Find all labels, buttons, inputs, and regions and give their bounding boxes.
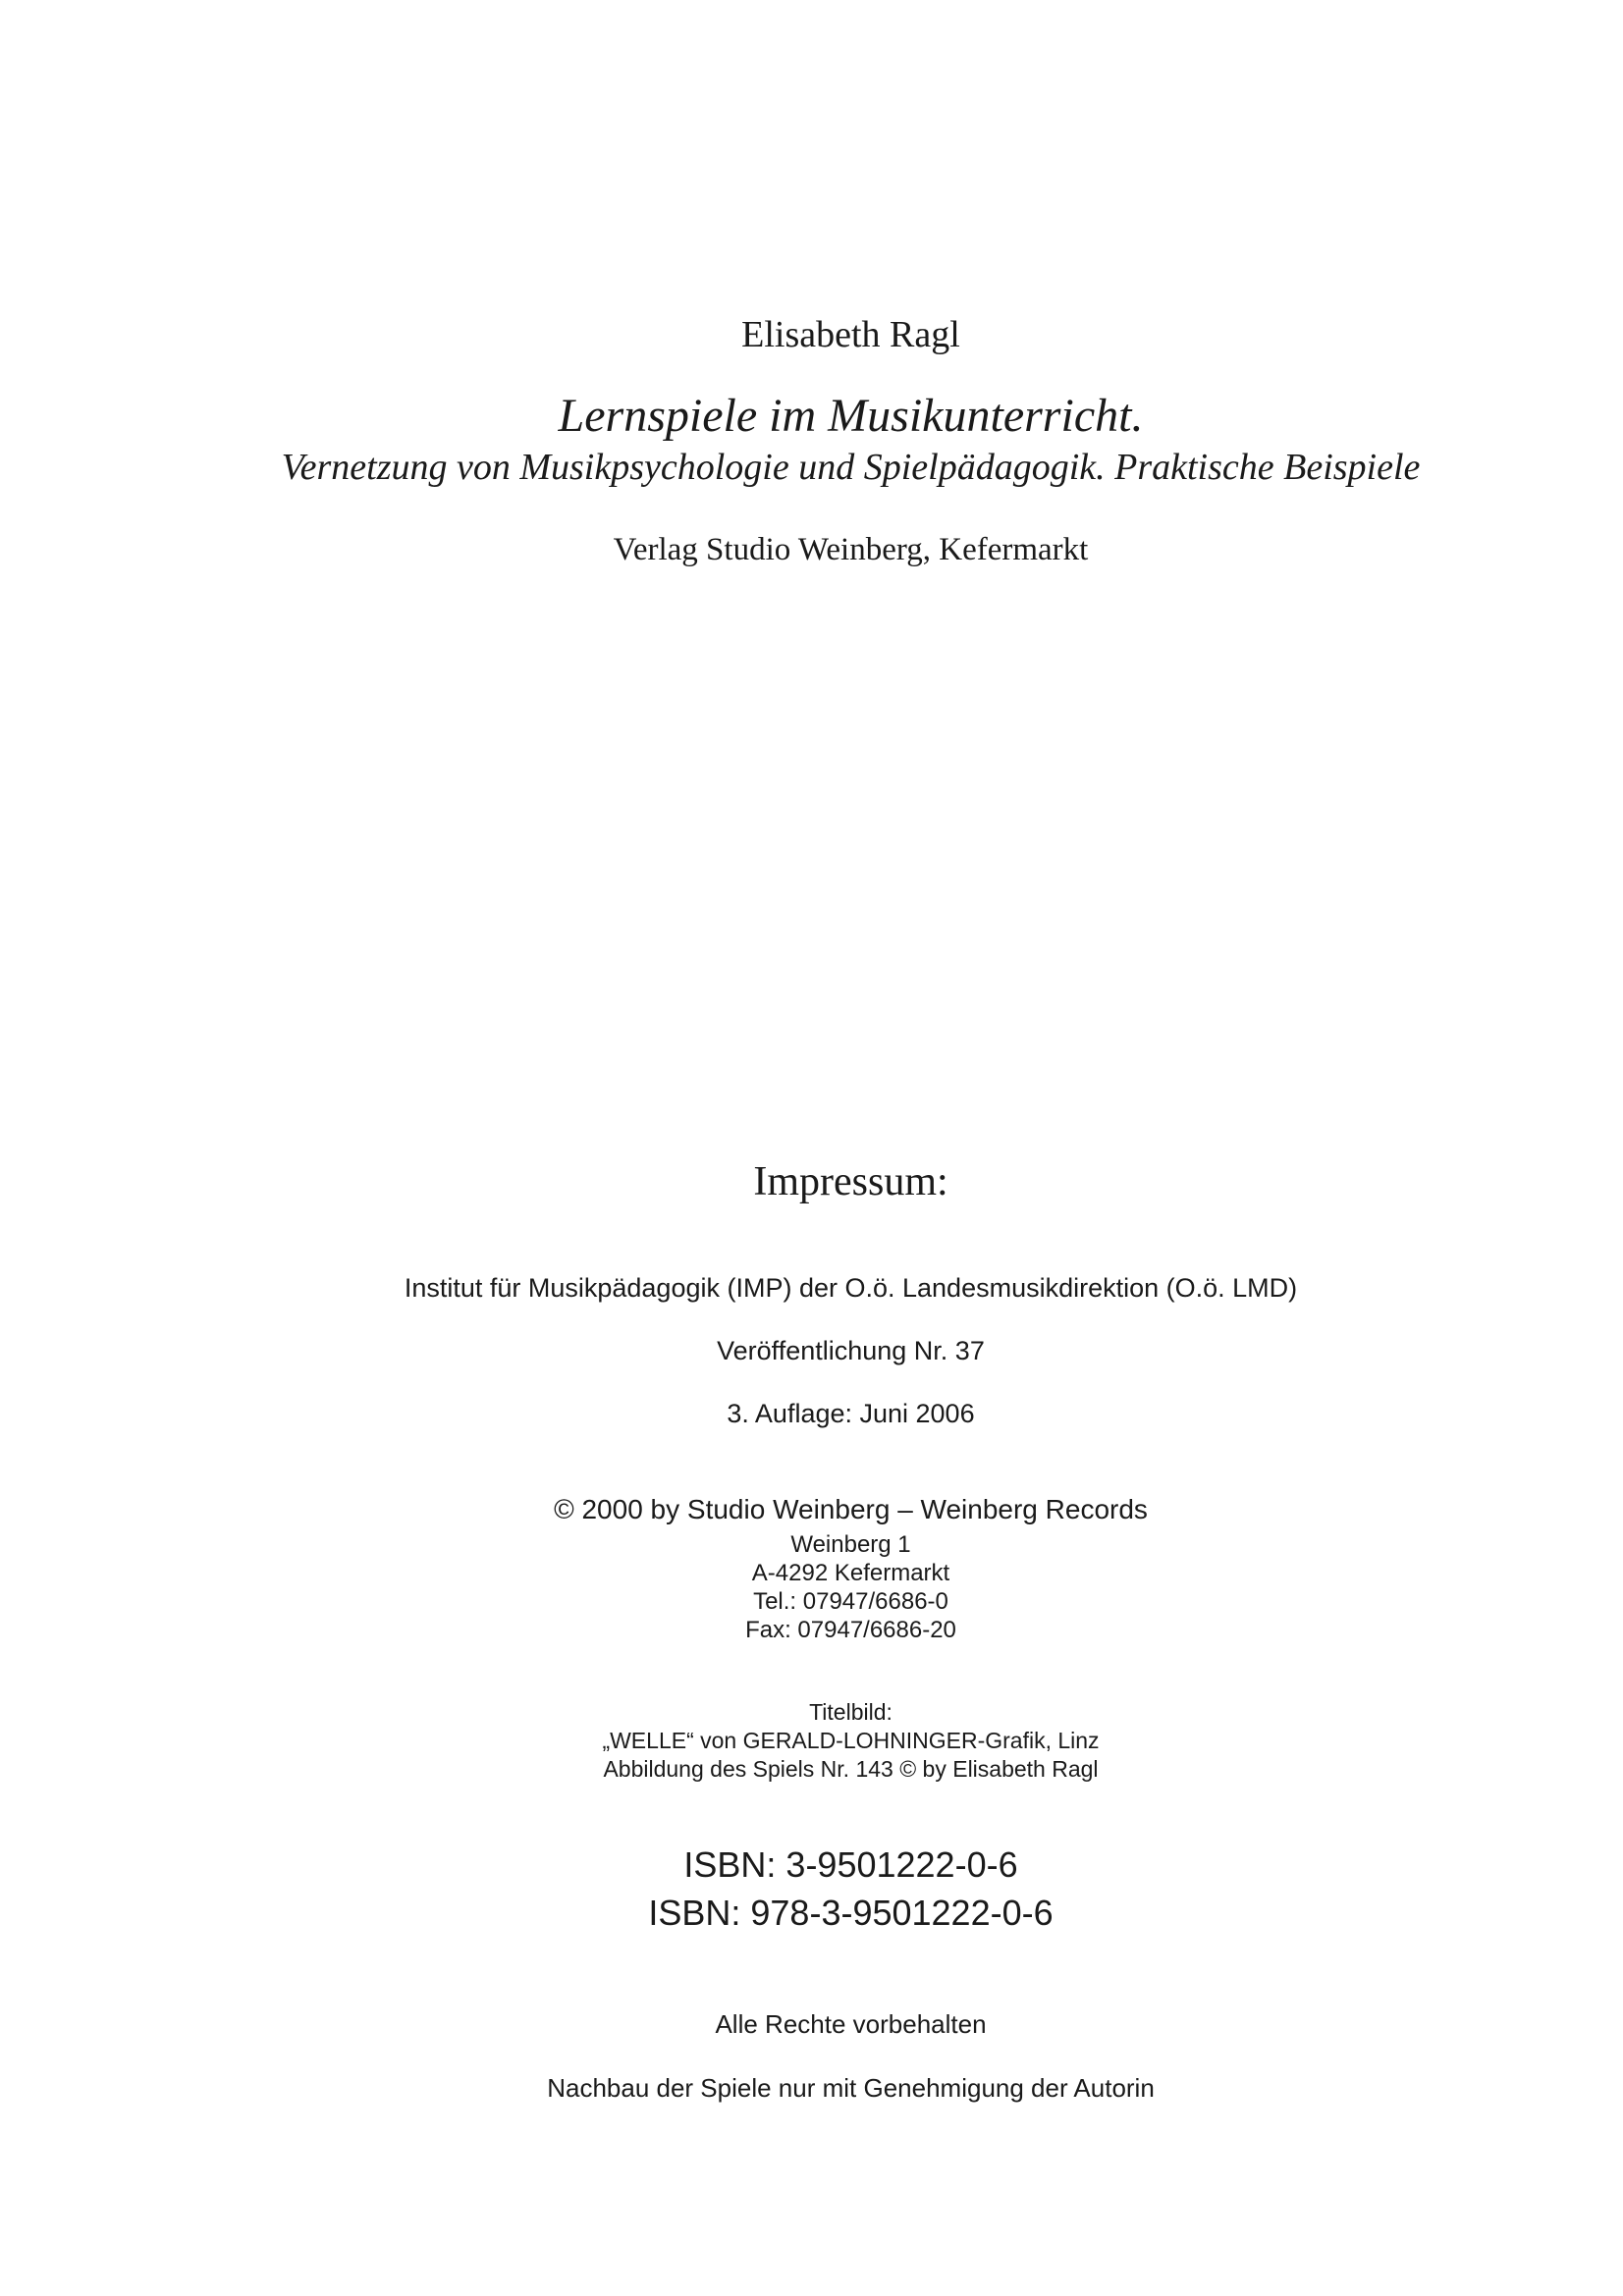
- publication-number: Veröffentlichung Nr. 37: [717, 1336, 985, 1365]
- book-subtitle: Vernetzung von Musikpsychologie und Spielpädagogik. Praktische Beispiele: [281, 447, 1421, 488]
- imprint-heading: Impressum:: [753, 1159, 948, 1204]
- address-street: Weinberg 1: [790, 1531, 911, 1558]
- publisher-line: Verlag Studio Weinberg, Kefermarkt: [613, 532, 1089, 567]
- book-title: Lernspiele im Musikunterricht.: [558, 390, 1144, 442]
- address-city: A-4292 Kefermarkt: [751, 1560, 950, 1586]
- copyright-line: © 2000 by Studio Weinberg – Weinberg Records: [554, 1494, 1148, 1524]
- address-fax: Fax: 07947/6686-20: [745, 1617, 956, 1643]
- edition-line: 3. Auflage: Juni 2006: [727, 1399, 975, 1428]
- cover-credit-artist: „WELLE“ von GERALD-LOHNINGER-Grafik, Linz: [602, 1728, 1100, 1753]
- reproduction-notice: Nachbau der Spiele nur mit Genehmigung der Autorin: [547, 2073, 1155, 2103]
- author-name: Elisabeth Ragl: [741, 314, 960, 355]
- cover-credit-game: Abbildung des Spiels Nr. 143 © by Elisabeth Ragl: [603, 1756, 1099, 1782]
- institute-line: Institut für Musikpädagogik (IMP) der O.ö. Landesmusikdirektion (O.ö. LMD): [404, 1273, 1298, 1303]
- isbn-13: ISBN: 978-3-9501222-0-6: [648, 1893, 1054, 1933]
- isbn-10: ISBN: 3-9501222-0-6: [683, 1844, 1018, 1885]
- rights-notice: Alle Rechte vorbehalten: [715, 2009, 987, 2039]
- cover-credit-heading: Titelbild:: [809, 1699, 893, 1725]
- address-phone: Tel.: 07947/6686-0: [753, 1588, 948, 1615]
